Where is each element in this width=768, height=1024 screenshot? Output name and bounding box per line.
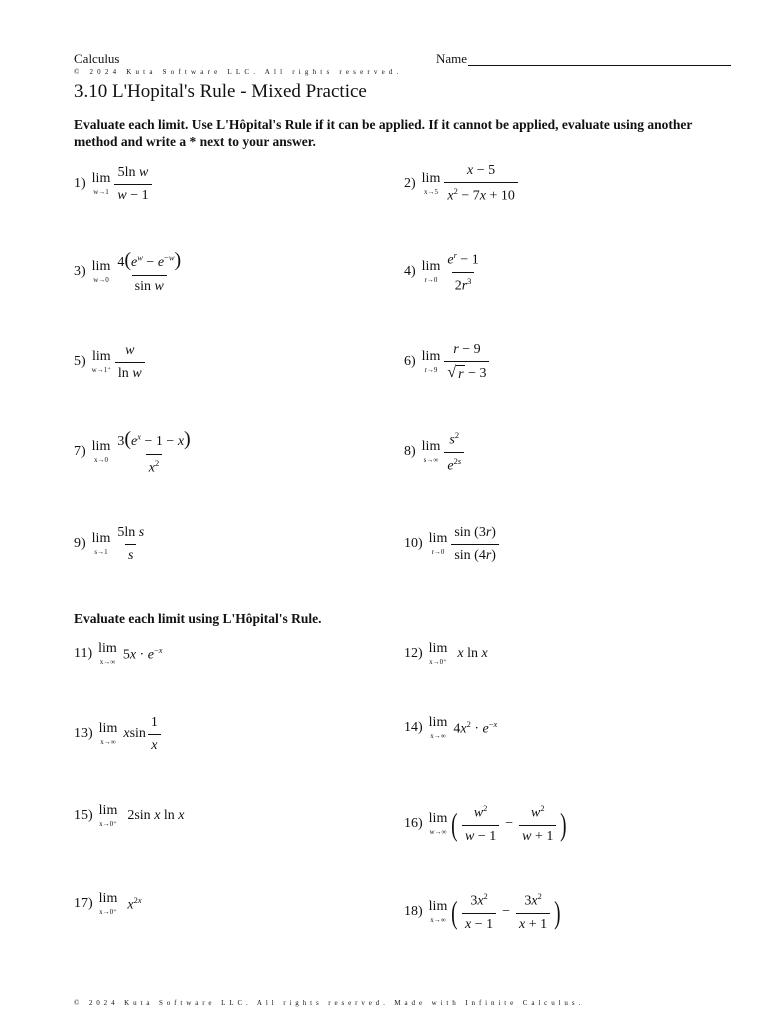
limit-operator: lim r→0 bbox=[428, 531, 448, 556]
fraction: $\frac{3(e^x - 1 - x)}{x^2}$ bbox=[117, 427, 191, 476]
fraction: $\frac{3x^2}{x + 1}$ bbox=[516, 891, 550, 933]
square-root: √ r bbox=[447, 363, 464, 382]
problem-number: 4) bbox=[404, 264, 416, 279]
fraction: $\frac{4(e^w - e^{-w})}{\text{sin w}}$ bbox=[117, 249, 182, 294]
problem-7 bbox=[74, 428, 196, 476]
problem-number: 9) bbox=[74, 536, 86, 551]
problem-number: 7) bbox=[74, 444, 86, 459]
problem-17: 17) lim x→0⁺ $x^{2x}$ bbox=[74, 891, 142, 916]
limit-operator: lim x→∞ bbox=[428, 899, 448, 924]
course-label: Calculus bbox=[74, 51, 120, 66]
limit-operator: lim r→9 bbox=[421, 349, 441, 374]
problem-18: 18) lim x→∞ ( $\frac{3x^2}{x - 1}$ − $\frac{3x^2}{x + 1}$ ) bbox=[404, 891, 561, 932]
fraction: $\frac{3x^2}{x - 1}$ bbox=[462, 891, 496, 933]
copyright-top: © 2024 Kuta Software LLC. All rights reserved. bbox=[74, 68, 403, 76]
problem-5 bbox=[74, 338, 147, 386]
problem-10 bbox=[404, 520, 501, 568]
problem-11: 11) lim x→∞ $5x \cdot e^{-x}$ bbox=[74, 641, 163, 666]
limit-operator: lim s→∞ bbox=[421, 439, 441, 464]
problem-number: 1) bbox=[74, 176, 86, 191]
limit-operator: lim r→0 bbox=[421, 259, 441, 284]
limit-operator: lim s→1 bbox=[91, 531, 111, 556]
problem-9 bbox=[74, 520, 149, 568]
fraction: $\frac{1}{x}$ bbox=[148, 715, 161, 754]
limit-operator: lim x→∞ bbox=[98, 641, 117, 666]
problem-12: 12) lim x→0⁺ x ln x bbox=[404, 641, 488, 666]
instructions-section-1: Evaluate each limit. Use L'Hôpital's Rule if it can be applied. If it cannot be applied, evaluate using another method and write a * next to your answer. bbox=[74, 117, 693, 149]
limit-operator: lim x→∞ bbox=[98, 721, 118, 746]
problem-8 bbox=[404, 428, 466, 476]
worksheet-title: 3.10 L'Hopital's Rule - Mixed Practice bbox=[74, 81, 367, 102]
problem-number: 14) bbox=[404, 720, 423, 735]
limit-operator: lim w→1 bbox=[91, 171, 111, 196]
limit-operator: lim x→0⁺ bbox=[428, 641, 448, 666]
problem-number: 5) bbox=[74, 354, 86, 369]
problem-4 bbox=[404, 248, 484, 296]
problem-15: 15) lim x→0⁺ 2sin x ln x bbox=[74, 803, 185, 828]
limit-operator: lim w→1⁺ bbox=[91, 349, 111, 374]
name-label: Name bbox=[436, 51, 468, 66]
fraction: $\frac{w^2}{w - 1}$ bbox=[462, 803, 499, 845]
fraction: $\frac{\text{5ln s}}{s}$ bbox=[117, 524, 145, 563]
problem-2 bbox=[404, 160, 520, 208]
problem-1 bbox=[74, 160, 154, 208]
problem-6 bbox=[404, 338, 491, 386]
fraction: $\frac{w}{\text{ln w}}$ bbox=[115, 343, 145, 382]
limit-operator: lim x→5 bbox=[421, 171, 441, 196]
fraction: r − 9 √ r − 3 bbox=[444, 342, 489, 383]
problem-number: 16) bbox=[404, 816, 423, 831]
limit-operator: lim w→0 bbox=[91, 259, 111, 284]
name-field bbox=[436, 52, 731, 66]
problem-number: 2) bbox=[404, 176, 416, 191]
problem-number: 6) bbox=[404, 354, 416, 369]
problem-number: 13) bbox=[74, 726, 93, 741]
problem-number: 12) bbox=[404, 646, 423, 661]
limit-operator: lim x→0 bbox=[91, 439, 111, 464]
fraction: $\frac{x - 5}{x^2 - 7x + 10}$ bbox=[444, 163, 518, 205]
fraction: $\frac{e^r - 1}{2r^3}$ bbox=[447, 249, 479, 294]
fraction: $\frac{\text{5ln w}}{w - 1}$ bbox=[114, 165, 151, 204]
problem-number: 17) bbox=[74, 896, 93, 911]
problem-number: 3) bbox=[74, 264, 86, 279]
fraction: $\frac{\sin (3r)}{\sin (4r)}$ bbox=[451, 525, 499, 564]
problem-number: 15) bbox=[74, 808, 93, 823]
problem-number: 18) bbox=[404, 904, 423, 919]
instructions-section-2: Evaluate each limit using L'Hôpital's Rule. bbox=[74, 611, 322, 626]
problem-3 bbox=[74, 248, 186, 296]
limit-operator: lim x→0⁺ bbox=[98, 803, 118, 828]
limit-operator: lim x→∞ bbox=[428, 715, 448, 740]
problem-13: 13) lim x→∞ xsin $\frac{1}{x}$ bbox=[74, 710, 163, 758]
problem-14: 14) lim x→∞ $4x^2 \cdot e^{-x}$ bbox=[404, 715, 498, 740]
problem-number: 8) bbox=[404, 444, 416, 459]
problem-16: 16) lim w→∞ ( $\frac{w^2}{w - 1}$ − $\frac{w^2}{w + 1}$ ) bbox=[404, 803, 567, 844]
fraction: $\frac{w^2}{w + 1}$ bbox=[519, 803, 556, 845]
name-line bbox=[468, 53, 731, 66]
limit-operator: lim x→0⁺ bbox=[98, 891, 118, 916]
fraction: $\frac{s^2}{e^{2s}}$ bbox=[444, 430, 464, 474]
footer-copyright: © 2024 Kuta Software LLC. All rights reserved. Made with Infinite Calculus. bbox=[74, 999, 585, 1007]
limit-operator: lim w→∞ bbox=[428, 811, 448, 836]
problem-number: 10) bbox=[404, 536, 423, 551]
problem-number: 11) bbox=[74, 646, 93, 661]
